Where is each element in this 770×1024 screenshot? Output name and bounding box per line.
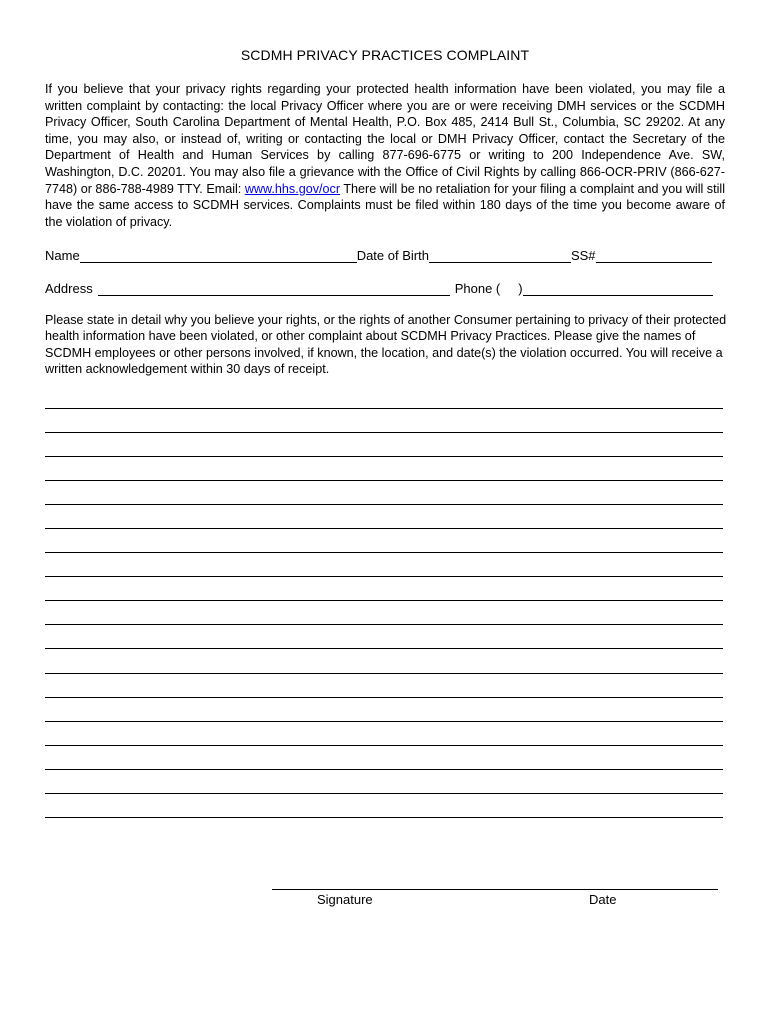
writing-line[interactable]	[45, 817, 723, 818]
phone-area-code-field[interactable]	[500, 283, 518, 296]
date-of-birth-field[interactable]	[429, 249, 571, 263]
ss-number-label: SS#	[570, 248, 596, 263]
address-phone-row	[45, 278, 725, 296]
writing-line[interactable]	[45, 721, 723, 722]
writing-line[interactable]	[45, 673, 723, 674]
writing-line[interactable]	[45, 697, 723, 698]
name-field[interactable]	[80, 249, 357, 263]
name-dob-ss-row	[45, 245, 725, 263]
writing-line[interactable]	[45, 504, 723, 505]
address-field[interactable]	[98, 282, 450, 296]
date-of-birth-label: Date of Birth	[356, 248, 429, 263]
writing-line[interactable]	[45, 769, 723, 770]
writing-line[interactable]	[45, 456, 723, 457]
writing-line[interactable]	[45, 745, 723, 746]
intro-text: If you believe that your privacy rights regarding your protected health information have been violated, you may file a written complaint by contacting: the local Privacy Officer where you are or were receiving DMH services or the SCDMH Privacy Officer, South Carolina Department of Mental Health, P.O. Box 485, 2414 Bull St., Columbia, SC 29202. At any time, you may also, or instead of, writing or contacting the local or DMH Privacy Officer, contact the Secretary of the Department of Health and Human Services by calling 877-696-6775 or writing to 200 Independence Ave. SW, Washington, D.C. 20201. You may also file a grievance with the Office of Civil Rights by calling 866-OCR-PRIV (866-627-7748) or 886-788-4989 TTY. Email:	[45, 82, 725, 196]
writing-line[interactable]	[45, 793, 723, 794]
writing-line[interactable]	[45, 528, 723, 529]
name-label: Name	[45, 248, 80, 263]
writing-line[interactable]	[45, 624, 723, 625]
writing-line[interactable]	[45, 408, 723, 409]
writing-line[interactable]	[45, 600, 723, 601]
intro-paragraph	[45, 81, 725, 230]
hhs-ocr-link[interactable]: www.hhs.gov/ocr	[244, 181, 341, 196]
signature-date-line[interactable]	[272, 889, 718, 890]
signature-label: Signature	[317, 892, 373, 907]
address-label: Address	[45, 281, 93, 296]
phone-label: Phone (	[454, 281, 501, 296]
phone-number-field[interactable]	[523, 282, 713, 296]
intro-text-continued: There will be no retaliation for your filing a complaint and you will still have the same access to SCDMH services. Complaints must be filed within 180 days of the time you become aware of the violation of privacy.	[45, 181, 725, 229]
date-label: Date	[589, 892, 617, 907]
writing-line[interactable]	[45, 480, 723, 481]
writing-line[interactable]	[45, 432, 723, 433]
phone-close-paren: )	[518, 281, 523, 296]
writing-line[interactable]	[45, 552, 723, 553]
complaint-writing-area[interactable]	[45, 408, 723, 841]
complaint-instructions: Please state in detail why you believe your rights, or the rights of another Consumer pertaining to privacy of their protected health information have been violated, or other complaint about SCDMH Privacy Practices. Please give the names of SCDMH employees or other persons involved, if known, the location, and date(s) the violation occurred. You will receive a written acknowledgement within 30 days of receipt.	[45, 313, 727, 377]
form-title: SCDMH PRIVACY PRACTICES COMPLAINT	[240, 47, 530, 63]
writing-line[interactable]	[45, 576, 723, 577]
ss-number-field[interactable]	[596, 249, 712, 263]
writing-line[interactable]	[45, 648, 723, 649]
